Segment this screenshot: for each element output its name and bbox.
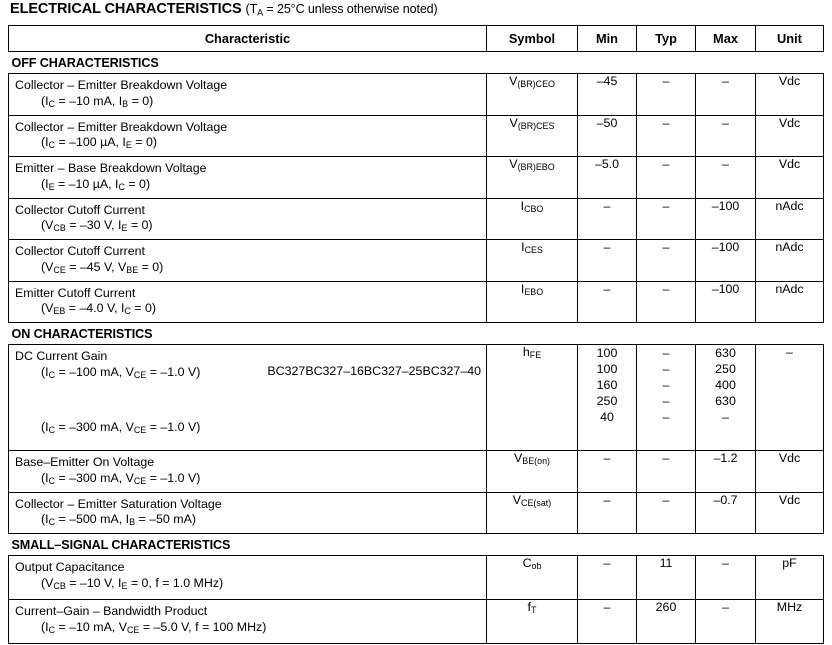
cell-unit: Vdc xyxy=(756,157,824,199)
cell-characteristic xyxy=(9,198,487,240)
cell-max: –100 xyxy=(696,198,756,240)
characteristic-conditions: ($I_C = -300$ mA, $V_{CE} = -1.0$ V) xyxy=(41,470,201,487)
section-heading: SMALL–SIGNAL CHARACTERISTICS xyxy=(11,538,231,552)
table-row xyxy=(9,115,824,157)
characteristic-conditions: ($I_C = -500$ mA, $I_B = -50$ mA) xyxy=(41,512,196,528)
cell-characteristic xyxy=(9,556,487,600)
characteristic-cell xyxy=(9,116,486,157)
cell-characteristic xyxy=(9,157,487,199)
characteristic-name: Base–Emitter On Voltage xyxy=(15,455,155,469)
cell-typ: – xyxy=(637,157,696,199)
cell-typ: 260 xyxy=(637,600,696,644)
cell-min xyxy=(578,345,637,451)
cell-typ: – xyxy=(637,74,696,116)
section-heading: OFF CHARACTERISTICS xyxy=(11,56,159,70)
table-row xyxy=(9,157,824,199)
table-row xyxy=(9,600,824,644)
section-heading: ON CHARACTERISTICS xyxy=(11,327,153,341)
cell-characteristic xyxy=(9,115,487,157)
cell-unit: Vdc xyxy=(756,451,824,493)
cell-symbol: $V_{CE(sat)}$ xyxy=(487,492,578,534)
cell-typ: – xyxy=(637,492,696,534)
cell-min: – xyxy=(578,451,637,493)
characteristic-name: Output Capacitance xyxy=(15,560,125,574)
characteristic-conditions: ($I_C = -10$ mA, $I_B = 0$) xyxy=(41,93,154,110)
table-row xyxy=(9,345,824,451)
page-title-condition: ($T_A = 25^\circ C$ unless otherwise noted) xyxy=(245,2,438,18)
characteristic-cell xyxy=(9,556,486,597)
characteristic-conditions: ($V_{EB} = -4.0$ V, $I_C = 0$) xyxy=(41,301,156,317)
characteristic-cell xyxy=(9,451,486,492)
part-number: BC327–16 xyxy=(305,364,364,378)
characteristic-name: Collector – Emitter Breakdown Voltage xyxy=(15,119,228,134)
part-number: BC327–40 xyxy=(422,364,481,378)
column-header-max: Max xyxy=(696,26,756,52)
page-title-main: ELECTRICAL CHARACTERISTICS xyxy=(10,1,242,17)
characteristic-name: Collector – Emitter Saturation Voltage xyxy=(15,496,222,511)
cell-characteristic xyxy=(9,345,487,451)
cell-max: –100 xyxy=(696,281,756,323)
column-header-characteristic: Characteristic xyxy=(9,26,487,52)
cell-symbol: $V_{(BR)EBO}$ xyxy=(487,157,578,199)
table-body xyxy=(9,26,824,644)
cell-typ: 11 xyxy=(637,556,696,600)
characteristic-cell xyxy=(9,199,486,240)
characteristic-cell xyxy=(9,493,486,534)
cell-symbol: $I_{CBO}$ xyxy=(487,198,578,240)
part-number: BC327 xyxy=(267,364,306,378)
characteristic-name: Collector – Emitter Breakdown Voltage xyxy=(15,78,228,92)
characteristic-name: Emitter Cutoff Current xyxy=(15,285,136,300)
page-title xyxy=(10,1,438,17)
cell-typ: – xyxy=(637,198,696,240)
characteristic-conditions: ($I_C = -100$ mA, $V_{CE} = -1.0$ V) xyxy=(41,364,201,381)
cell-unit: pF xyxy=(756,556,824,600)
value: – xyxy=(662,394,670,408)
cell-max: – xyxy=(696,115,756,157)
column-header-min: Min xyxy=(578,26,637,52)
cell-max: –1.2 xyxy=(696,451,756,493)
table-row xyxy=(9,281,824,323)
electrical-characteristics-table xyxy=(8,25,824,644)
section-header-row xyxy=(9,534,824,556)
value: 630 xyxy=(715,346,736,360)
cell-max: – xyxy=(696,556,756,600)
cell-symbol: $C_{ob}$ xyxy=(487,556,578,600)
value: – xyxy=(662,362,670,376)
cell-min: – xyxy=(578,198,637,240)
characteristic-cell xyxy=(9,240,486,281)
characteristic-cell xyxy=(9,74,486,115)
cell-typ: – xyxy=(637,281,696,323)
cell-max: –100 xyxy=(696,240,756,282)
table-header-row xyxy=(9,26,824,52)
characteristic-conditions: ($I_C = -10$ mA, $V_{CE} = -5.0$ V, f = 100 MHz) xyxy=(41,619,267,636)
value: 160 xyxy=(596,378,618,392)
cell-typ: – xyxy=(637,115,696,157)
characteristic-cell xyxy=(9,157,486,198)
characteristic-name: Collector Cutoff Current xyxy=(15,202,145,217)
value: – xyxy=(662,346,670,360)
table-row xyxy=(9,198,824,240)
table-row xyxy=(9,451,824,493)
characteristic-cell xyxy=(9,345,486,440)
cell-max: – xyxy=(696,74,756,116)
characteristic-conditions: ($I_E = -10$ µA, $I_C = 0$) xyxy=(41,176,151,193)
cell-unit: Vdc xyxy=(756,115,824,157)
cell-min: –45 xyxy=(578,74,637,116)
characteristic-conditions: ($V_{CB} = -30$ V, $I_E = 0$) xyxy=(41,218,153,234)
cell-characteristic xyxy=(9,240,487,282)
cell-characteristic xyxy=(9,492,487,534)
characteristic-name: Collector Cutoff Current xyxy=(15,244,145,258)
cell-min: – xyxy=(578,492,637,534)
table-row xyxy=(9,556,824,600)
cell-min: – xyxy=(578,556,637,600)
table-row xyxy=(9,74,824,116)
cell-characteristic xyxy=(9,281,487,323)
column-header-symbol: Symbol xyxy=(487,26,578,52)
part-number: BC327–25 xyxy=(363,364,423,378)
cell-min: –5.0 xyxy=(578,157,637,199)
characteristic-conditions-2: ($I_C = -300$ mA, $V_{CE} = -1.0$ V) xyxy=(41,419,201,435)
cell-typ: – xyxy=(637,451,696,493)
characteristic-cell xyxy=(9,600,486,641)
cell-min: –50 xyxy=(578,115,637,157)
cell-unit: nAdc xyxy=(756,240,824,282)
value: 250 xyxy=(715,362,736,376)
cell-symbol: $f_T$ xyxy=(487,600,578,644)
cell-characteristic xyxy=(9,451,487,493)
cell-max: – xyxy=(696,600,756,644)
characteristic-name: Current–Gain – Bandwidth Product xyxy=(15,604,208,618)
cell-symbol: $I_{EBO}$ xyxy=(487,281,578,323)
cell-symbol: $V_{BE(on)}$ xyxy=(487,451,578,493)
cell-unit: Vdc xyxy=(756,492,824,534)
cell-symbol: $V_{(BR)CES}$ xyxy=(487,115,578,157)
characteristic-conditions: ($I_C = -100$ µA, $I_E = 0$) xyxy=(41,135,157,151)
section-header-row xyxy=(9,52,824,74)
cell-symbol: $V_{(BR)CEO}$ xyxy=(487,74,578,116)
part-number-list xyxy=(267,363,481,379)
value: 40 xyxy=(600,410,614,424)
cell-unit: nAdc xyxy=(756,281,824,323)
value: – xyxy=(722,410,729,424)
characteristic-conditions: ($V_{CB} = -10$ V, $I_E = 0$, f = 1.0 MHz) xyxy=(41,575,224,592)
characteristic-conditions: ($V_{CE} = -45$ V, $V_{BE} = 0$) xyxy=(41,259,164,276)
cell-min: – xyxy=(578,600,637,644)
column-header-typ: Typ xyxy=(637,26,696,52)
value: 250 xyxy=(596,394,618,408)
cell-max: –0.7 xyxy=(696,492,756,534)
cell-typ: – xyxy=(637,240,696,282)
cell-unit: nAdc xyxy=(756,198,824,240)
cell-unit: MHz xyxy=(756,600,824,644)
table-row xyxy=(9,492,824,534)
cell-characteristic xyxy=(9,600,487,644)
cell-min: – xyxy=(578,281,637,323)
characteristic-name: Emitter – Base Breakdown Voltage xyxy=(15,161,207,175)
characteristic-name: DC Current Gain xyxy=(15,349,108,363)
characteristic-cell xyxy=(9,282,486,323)
value: 630 xyxy=(715,394,736,408)
cell-min: – xyxy=(578,240,637,282)
section-header-row xyxy=(9,323,824,345)
cell-unit: – xyxy=(756,345,824,451)
cell-characteristic xyxy=(9,74,487,116)
cell-unit: Vdc xyxy=(756,74,824,116)
column-header-unit: Unit xyxy=(756,26,824,52)
cell-symbol: $h_{FE}$ xyxy=(487,345,578,451)
cell-max xyxy=(696,345,756,451)
value: 100 xyxy=(596,346,618,360)
value: 400 xyxy=(715,378,736,392)
cell-symbol: $I_{CES}$ xyxy=(487,240,578,282)
cell-max: – xyxy=(696,157,756,199)
value: 100 xyxy=(596,362,618,376)
cell-typ xyxy=(637,345,696,451)
table-row xyxy=(9,240,824,282)
value: – xyxy=(662,410,670,424)
value: – xyxy=(662,378,670,392)
